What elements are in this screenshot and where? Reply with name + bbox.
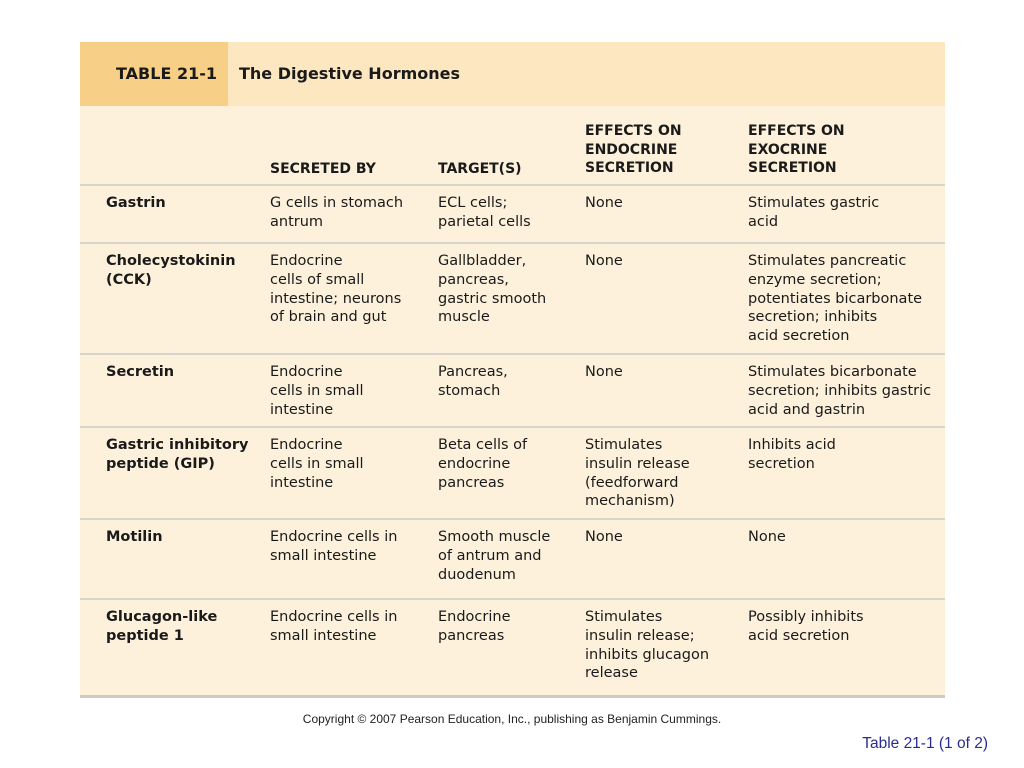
secreted-by-cell: Endocrine cells in small intestine <box>270 437 364 491</box>
hormone-name: Glucagon-like peptide 1 <box>106 609 218 644</box>
row-divider <box>80 242 945 244</box>
column-header-endocrine: EFFECTS ON ENDOCRINE SECRETION <box>585 123 682 177</box>
endocrine-effect-cell: None <box>585 195 623 211</box>
targets-cell: Smooth muscle of antrum and duodenum <box>438 529 551 583</box>
endocrine-effect-cell: None <box>585 529 623 545</box>
table-number-tag <box>80 42 228 106</box>
exocrine-effect-cell: Stimulates bicarbonate secretion; inhibits gastric acid and gastrin <box>748 364 932 418</box>
targets-cell: Endocrine pancreas <box>438 609 511 644</box>
endocrine-effect-cell: Stimulates insulin release (feedforward mechanism) <box>585 437 690 510</box>
endocrine-effect-cell: None <box>585 253 623 269</box>
hormone-name: Gastrin <box>106 195 166 211</box>
table-title-bar <box>80 42 945 106</box>
row-divider <box>80 518 945 520</box>
table-bottom-rule <box>80 695 945 698</box>
targets-cell: Gallbladder, pancreas, gastric smooth muscle <box>438 253 547 326</box>
hormone-name: Cholecystokinin (CCK) <box>106 253 236 288</box>
row-divider <box>80 598 945 600</box>
secreted-by-cell: G cells in stomach antrum <box>270 195 404 230</box>
column-header-secreted-by: SECRETED BY <box>270 161 376 177</box>
secreted-by-cell: Endocrine cells in small intestine <box>270 364 364 418</box>
endocrine-effect-cell: None <box>585 364 623 380</box>
targets-cell: Pancreas, stomach <box>438 364 508 399</box>
hormone-name: Motilin <box>106 529 163 545</box>
row-divider <box>80 426 945 428</box>
copyright-notice: Copyright © 2007 Pearson Education, Inc., publishing as Benjamin Cummings. <box>302 712 722 726</box>
secreted-by-cell: Endocrine cells of small intestine; neurons of brain and gut <box>270 253 402 326</box>
column-header-exocrine: EFFECTS ON EXOCRINE SECRETION <box>748 123 845 177</box>
endocrine-effect-cell: Stimulates insulin release; inhibits glucagon release <box>585 609 710 682</box>
secreted-by-cell: Endocrine cells in small intestine <box>270 529 398 564</box>
table-number: TABLE 21-1 <box>116 64 217 83</box>
row-divider <box>80 353 945 355</box>
secreted-by-cell: Endocrine cells in small intestine <box>270 609 398 644</box>
exocrine-effect-cell: Stimulates gastric acid <box>748 195 880 230</box>
column-header-targets: TARGET(S) <box>438 161 522 177</box>
slide-table-label: Table 21-1 (1 of 2) <box>862 735 988 752</box>
exocrine-effect-cell: Inhibits acid secretion <box>748 437 836 472</box>
exocrine-effect-cell: None <box>748 529 786 545</box>
header-divider <box>80 184 945 186</box>
table-title: The Digestive Hormones <box>239 64 461 83</box>
hormone-name: Gastric inhibitory peptide (GIP) <box>106 437 249 472</box>
hormone-table <box>80 42 945 698</box>
hormone-name: Secretin <box>106 364 175 380</box>
targets-cell: ECL cells; parietal cells <box>438 195 531 230</box>
exocrine-effect-cell: Stimulates pancreatic enzyme secretion; potentiates bicarbonate secretion; inhibits acid secretion <box>748 253 923 345</box>
targets-cell: Beta cells of endocrine pancreas <box>438 437 528 491</box>
exocrine-effect-cell: Possibly inhibits acid secretion <box>748 609 864 644</box>
